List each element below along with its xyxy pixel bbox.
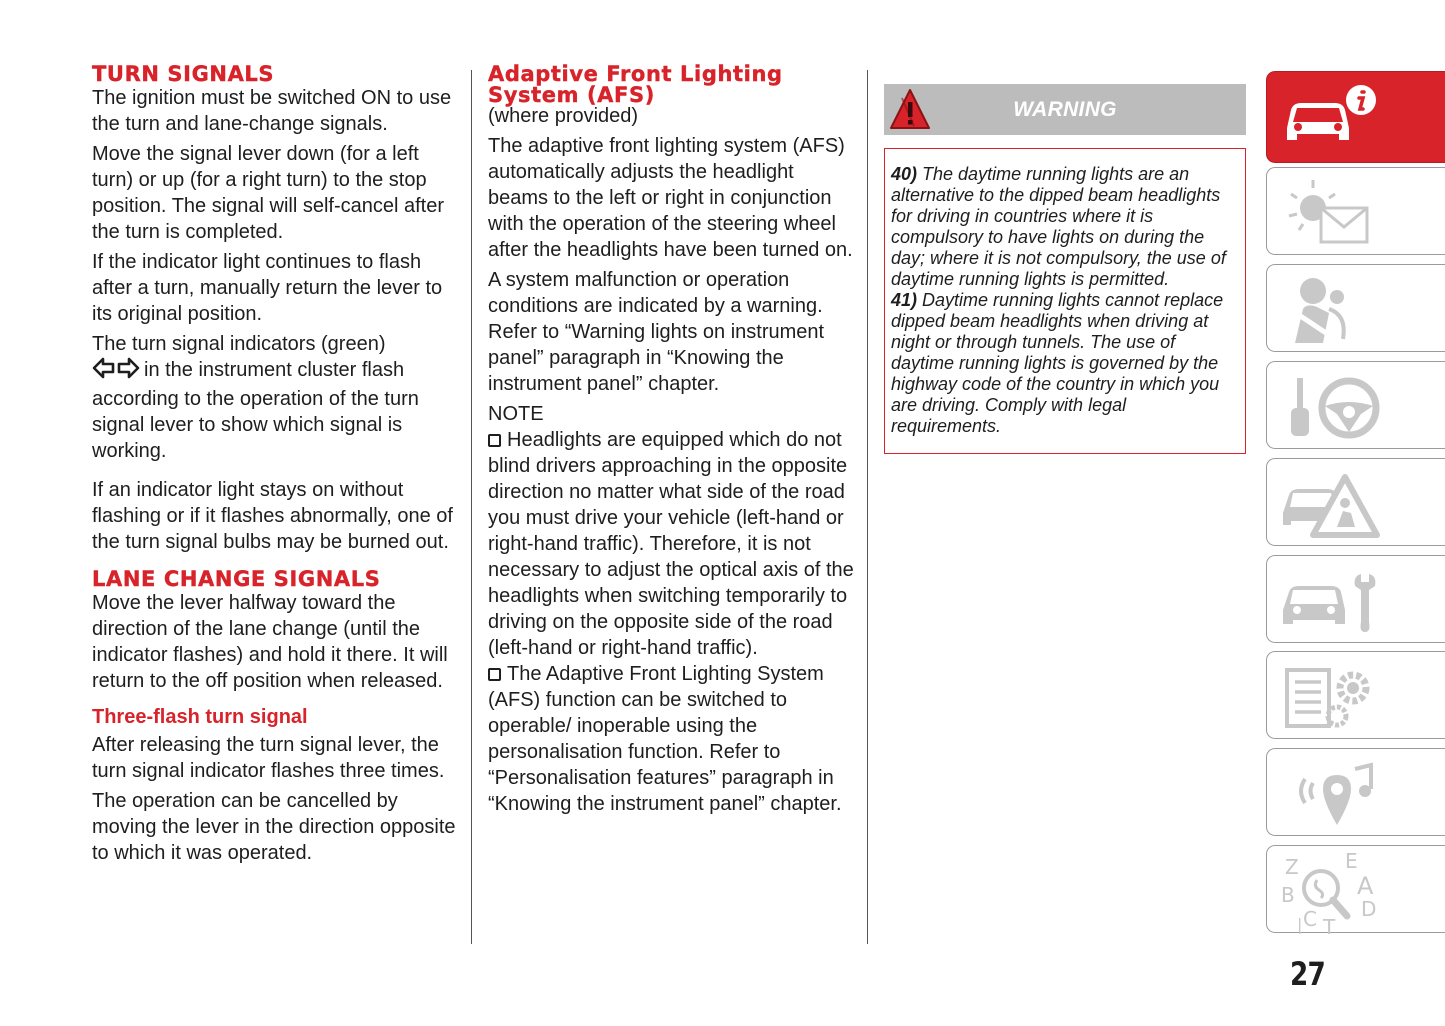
paragraph: If the indicator light continues to flash after a turn, manually return the lever to its original position. (92, 251, 443, 325)
index-letter: C (1303, 907, 1317, 931)
index-letter: T (1323, 915, 1336, 934)
afs-heading (488, 64, 854, 106)
maintenance-icon (1277, 560, 1397, 640)
paragraph: The operation can be cancelled by moving the lever in the direction opposite to which it was operated. (92, 790, 456, 864)
emergency-icon (1277, 463, 1397, 543)
note-text: Daytime running lights cannot replace dipped beam headlights when driving at night or through tunnels. The use of daytime running lights is governed by the highway code of the country in which you are driving. Comply with legal requirements. (891, 290, 1224, 436)
paragraph: A system malfunction or operation conditions are indicated by a warning. Refer to “Warning lights on instrument panel” paragraph in “Knowing the instrument panel” chapter. (488, 269, 825, 395)
tab-index[interactable] (1266, 845, 1445, 933)
warning-header (884, 84, 1246, 135)
paragraph: Move the lever halfway toward the direction of the lane change (until the indicator flashes) and hold it there. It will return to the off position when released. (92, 592, 448, 692)
left-column (92, 64, 458, 870)
warning-note-40 (891, 164, 1238, 290)
middle-column (488, 64, 854, 821)
key-steering-icon (1277, 366, 1397, 446)
tab-car-info[interactable] (1266, 71, 1445, 163)
turn-signals-heading: TURN SIGNALS (92, 62, 275, 86)
note-item (488, 427, 854, 661)
paragraph: The adaptive front lighting system (AFS) automatically adjusts the headlight beams to the left or right in conjunction with the operation of the steering wheel after the headlights have been turned on. (488, 135, 853, 261)
tab-emergency[interactable] (1266, 458, 1445, 546)
tab-maintenance[interactable] (1266, 555, 1445, 643)
index-letter: B (1281, 883, 1295, 907)
paragraph-part: in the instrument cluster flash according to the operation of the turn signal lever to show which signal is working. (92, 359, 419, 462)
lights-message-icon (1277, 172, 1397, 252)
three-flash-heading: Three-flash turn signal (92, 706, 308, 728)
afs-heading-line1: Adaptive Front Lighting (488, 62, 783, 86)
warning-title: WARNING (1013, 98, 1117, 121)
paragraph-part: The turn signal indicators (green) (92, 333, 386, 355)
note-item (488, 661, 854, 817)
checkbox-bullet-icon (488, 434, 501, 447)
checkbox-bullet-icon (488, 668, 501, 681)
warning-note-41 (891, 290, 1238, 437)
note-number: 41) (891, 290, 918, 310)
paragraph: After releasing the turn signal lever, the turn signal indicator flashes three times. (92, 734, 445, 782)
afs-heading-line2: System (AFS) (488, 83, 655, 107)
warning-box (884, 148, 1246, 454)
page-number: 27 (1290, 955, 1325, 993)
safety-airbag-icon (1277, 269, 1397, 349)
index-letter: E (1345, 850, 1358, 873)
technical-data-icon (1277, 656, 1397, 736)
lane-change-heading: LANE CHANGE SIGNALS (92, 567, 381, 591)
paragraph (92, 331, 458, 464)
tab-lights-messages[interactable] (1266, 167, 1445, 255)
paragraph: If an indicator light stays on without flashing or if it flashes abnormally, one of the turn signal bulbs may be burned out. (92, 479, 453, 553)
multimedia-icon (1277, 753, 1397, 833)
index-letter: A (1357, 872, 1374, 900)
index-letter: D (1361, 897, 1377, 921)
tab-technical-data[interactable] (1266, 651, 1445, 739)
note-label: NOTE (488, 403, 544, 425)
note-text: Headlights are equipped which do not blind drivers approaching in the opposite direction no matter what side of the road you must drive your vehicle (left-hand or right-hand traffic). Therefore, it is not necessary to adjust the optical axis of the headlights when switching temporarily to driving on the opposite side of the road (left-hand or right-hand traffic). (488, 429, 854, 659)
note-text: The daytime running lights are an alternative to the dipped beam headlights for driving in countries where it is compulsory to have lights on during the day; where it is not compulsory, the use of daytime running lights is permitted. (891, 164, 1226, 289)
tab-starting-driving[interactable] (1266, 361, 1445, 449)
note-number: 40) (891, 164, 918, 184)
where-provided: (where provided) (488, 105, 639, 127)
column-divider (471, 70, 472, 944)
tab-safety[interactable] (1266, 264, 1445, 352)
svg-text:|: | (1297, 915, 1303, 934)
tab-multimedia[interactable] (1266, 748, 1445, 836)
paragraph: The ignition must be switched ON to use the turn and lane-change signals. (92, 87, 452, 135)
index-icon (1277, 850, 1397, 934)
column-divider (867, 70, 868, 944)
car-info-icon (1277, 76, 1397, 156)
turn-arrows-icon (92, 357, 140, 386)
index-letter: Z (1285, 855, 1299, 879)
paragraph: Move the signal lever down (for a left turn) or up (for a right turn) to the stop position. The signal will self-cancel after the turn is completed. (92, 143, 445, 243)
note-text: The Adaptive Front Lighting System (AFS) function can be switched to operable/ inoperable using the personalisation function. Refer to “Personalisation features” paragraph in “Knowing the instrument panel” chapter. (488, 663, 842, 815)
